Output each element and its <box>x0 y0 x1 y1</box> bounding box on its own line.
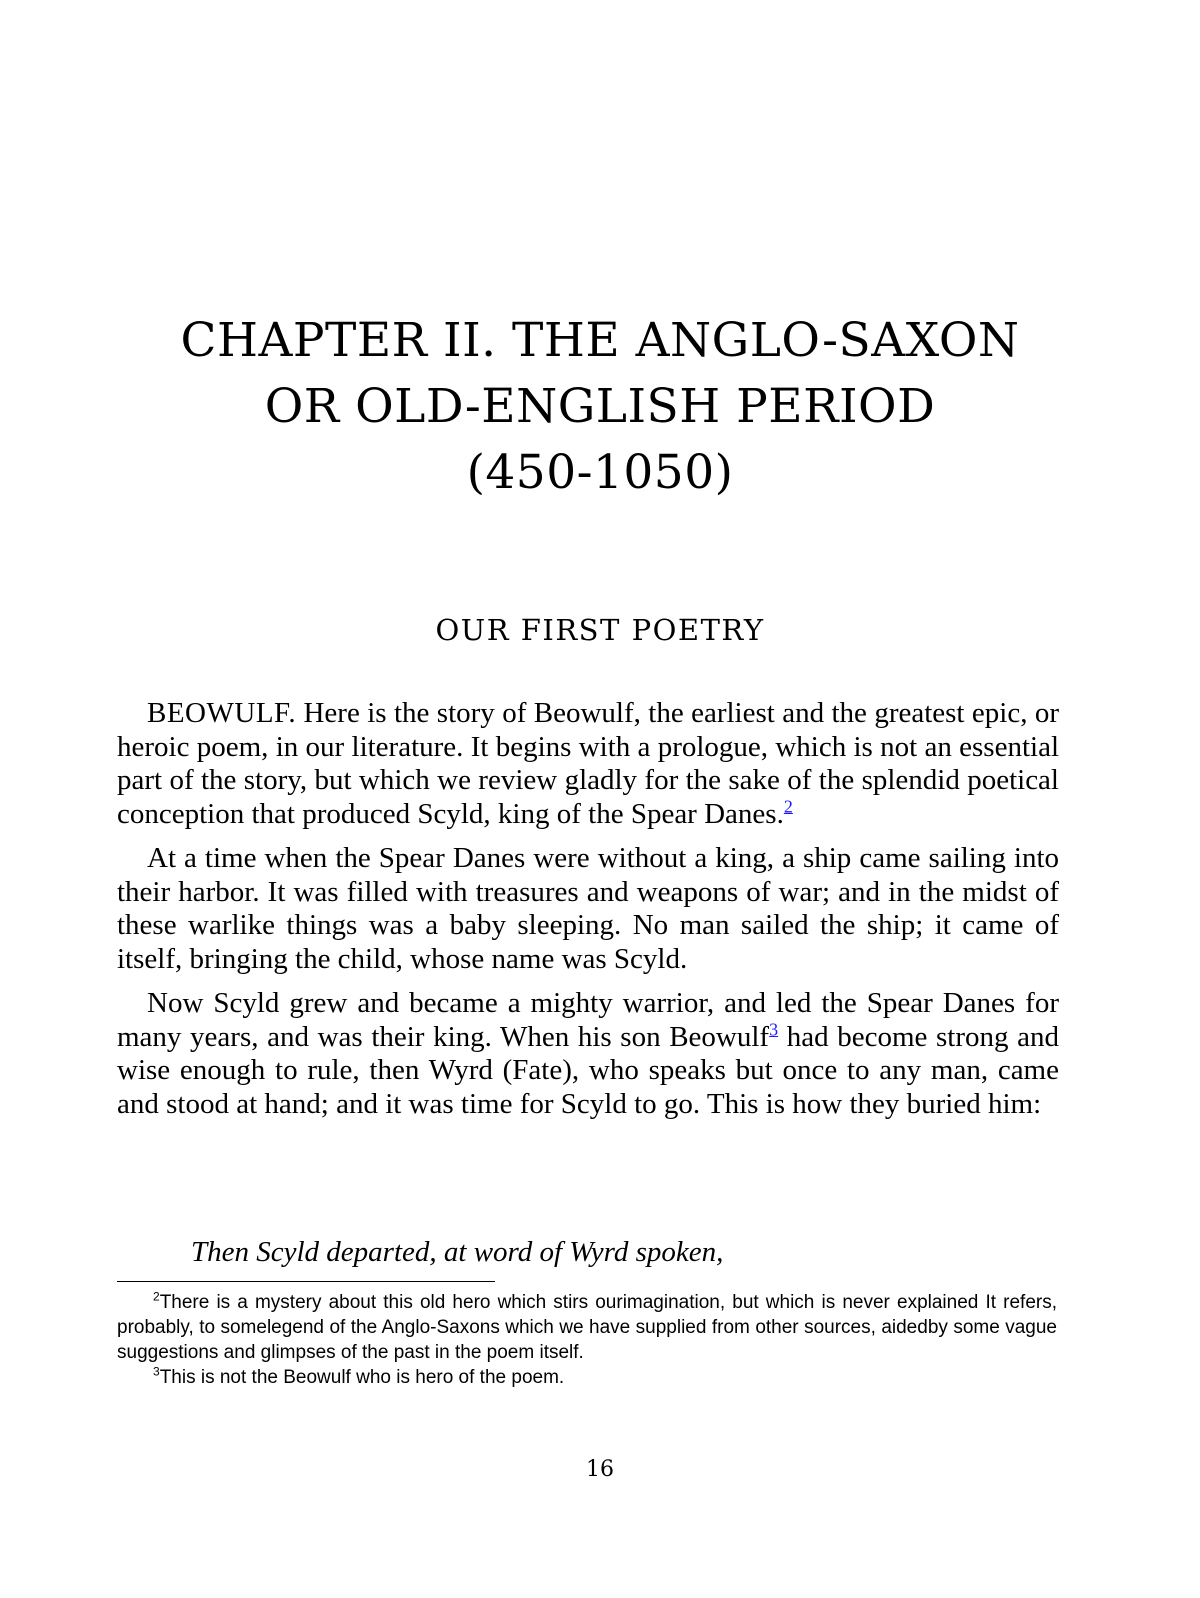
section-title: OUR FIRST POETRY <box>435 613 765 647</box>
run-in-heading: BEOWULF. <box>147 697 297 729</box>
paragraph-text: had become strong and wise enough to rule, then Wyrd (Fate), who speaks but once to any man, came and stood at hand; and it was time for Scyld to go. This is how they buried him: <box>117 1020 1059 1120</box>
footnote-mark: 2 <box>153 1289 160 1304</box>
verse-line: Then Scyld departed, at word of Wyrd spoken, <box>191 1236 724 1268</box>
footnote-3 <box>117 1365 1057 1390</box>
chapter-title-line: OR OLD-ENGLISH PERIOD <box>264 379 936 434</box>
footnote-mark: 3 <box>153 1364 160 1379</box>
chapter-title-line: (450-1050) <box>466 445 734 500</box>
footnote-ref-2[interactable]: 2 <box>783 795 793 816</box>
page-number: 16 <box>586 1457 614 1482</box>
footnote-divider <box>117 1281 495 1282</box>
paragraph-ship <box>117 842 1059 976</box>
footnote-text: This is not the Beowulf who is hero of the poem. <box>159 1367 565 1388</box>
paragraph-beowulf <box>117 697 1059 831</box>
paragraph-text: Now Scyld grew and became a mighty warrior, and led the Spear Danes for many years, and was their king. When his son Beowulf <box>117 987 1059 1053</box>
footnotes <box>117 1290 1057 1390</box>
chapter-title-line: CHAPTER II. THE ANGLO-SAXON <box>180 313 1020 368</box>
chapter-title <box>100 308 1100 506</box>
footnote-2 <box>117 1290 1057 1365</box>
body-text <box>117 697 1059 1132</box>
footnote-ref-3[interactable]: 3 <box>769 1018 779 1039</box>
paragraph-text: At a time when the Spear Danes were without a king, a ship came sailing into their harbor. It was filled with treasures and weapons of war; and in the midst of these warlike things was a baby sleeping. No man sailed the ship; it came of itself, bringing the child, whose name was Scyld. <box>117 842 1059 975</box>
paragraph-scyld <box>117 987 1059 1121</box>
footnote-text: There is a mystery about this old hero which stirs ourimagination, but which is never explained It refers, probably, to somelegend of the Anglo-Saxons which we have supplied from other sources, aidedby some vague suggestions and glimpses of the past in the poem itself. <box>117 1292 1057 1363</box>
paragraph-text: Here is the story of Beowulf, the earliest and the greatest epic, or heroic poem, in our literature. It begins with a prologue, which is not an essential part of the story, but which we review gladly for the sake of the splendid poetical conception that produced Scyld, king of the Spear Danes. <box>117 697 1059 830</box>
